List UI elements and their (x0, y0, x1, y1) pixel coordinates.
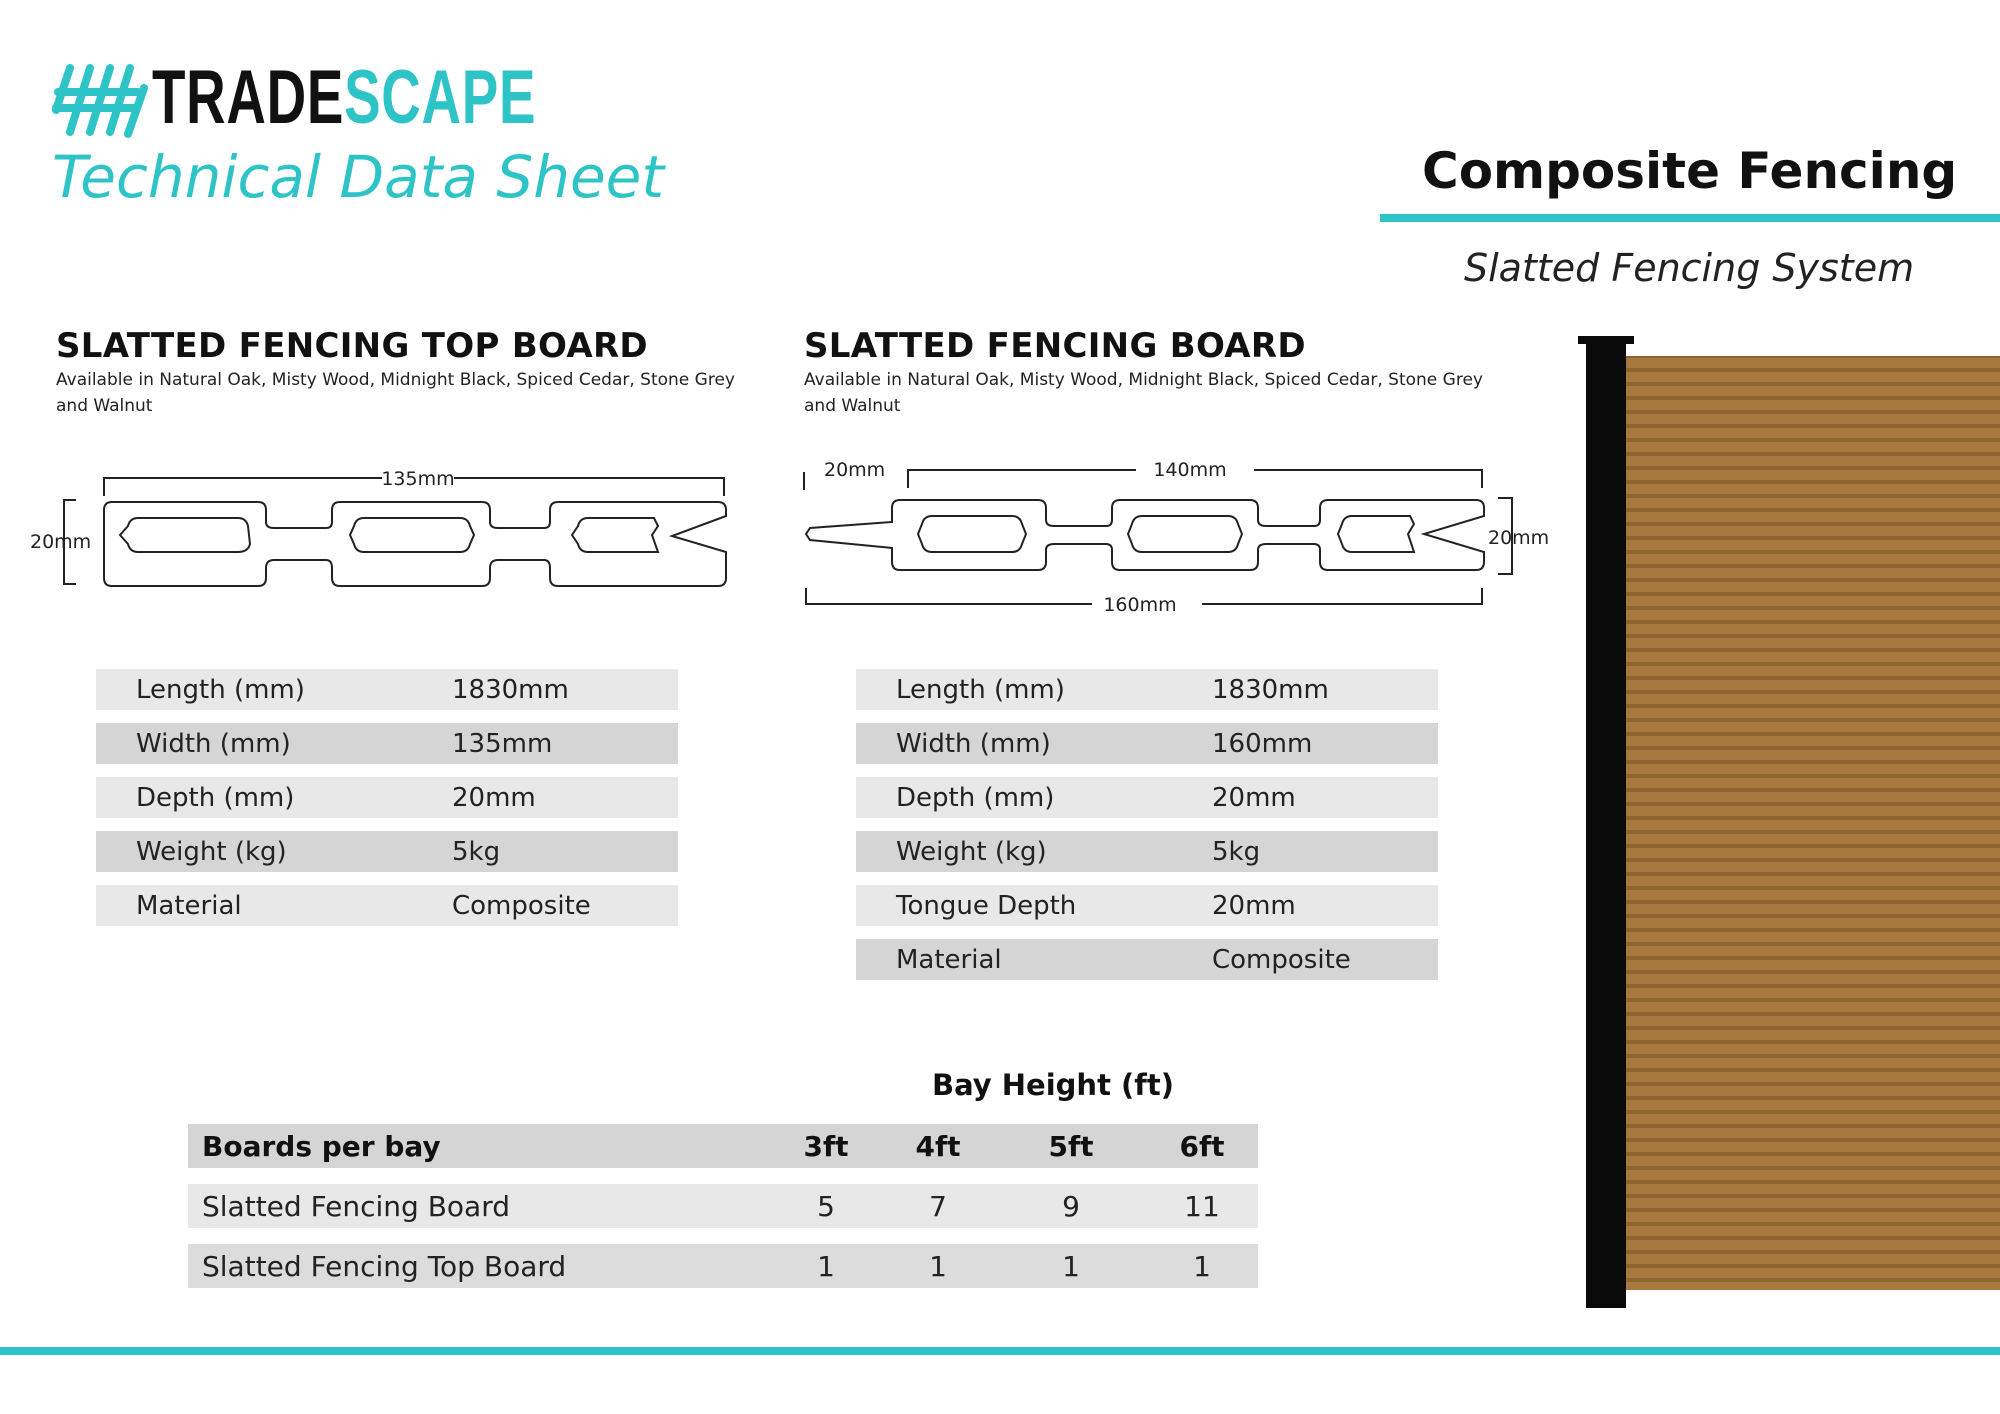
table-row (856, 939, 1438, 980)
board-spec-table (856, 656, 1438, 993)
brand-wordmark (152, 55, 537, 140)
bay-cell: 9 (996, 1184, 1146, 1228)
table-row (856, 669, 1438, 710)
spec-value: 1830mm (452, 669, 678, 710)
spec-value: Composite (1212, 939, 1438, 980)
spec-label: Depth (mm) (96, 777, 452, 818)
fence-post-cap (1578, 336, 1634, 344)
bay-col-header: 3ft (772, 1124, 880, 1168)
board-title: SLATTED FENCING BOARD (804, 326, 1306, 366)
top-board-depth-dim: 20mm (30, 531, 92, 553)
bay-cell: 1 (1146, 1244, 1258, 1288)
boards-per-bay-table (188, 1108, 1258, 1304)
spec-label: Weight (kg) (96, 831, 452, 872)
product-subtitle: Slatted Fencing System (1464, 246, 1915, 290)
board-description: Available in Natural Oak, Misty Wood, Midnight Black, Spiced Cedar, Stone Grey and Walnut (804, 370, 1483, 416)
bay-cell: 1 (772, 1244, 880, 1288)
spec-value: Composite (452, 885, 678, 926)
bay-row-name: Slatted Fencing Board (188, 1184, 772, 1228)
table-row (96, 777, 678, 818)
spec-label: Width (mm) (856, 723, 1212, 764)
spec-value: 160mm (1212, 723, 1438, 764)
top-board-title: SLATTED FENCING TOP BOARD (56, 326, 648, 366)
board-body-width-dim: 140mm (1153, 459, 1227, 481)
spec-value: 20mm (452, 777, 678, 818)
footer-rule (0, 1347, 2000, 1355)
bay-cell: 7 (880, 1184, 996, 1228)
bay-col-header: 4ft (880, 1124, 996, 1168)
table-row (856, 723, 1438, 764)
product-title: Composite Fencing (1422, 142, 1958, 200)
bay-cell: 5 (772, 1184, 880, 1228)
table-row (188, 1244, 1258, 1288)
table-row (188, 1184, 1258, 1228)
spec-label: Width (mm) (96, 723, 452, 764)
spec-label: Tongue Depth (856, 885, 1212, 926)
spec-value: 20mm (1212, 777, 1438, 818)
top-board-width-dim: 135mm (381, 468, 455, 490)
board-overall-width-dim: 160mm (1103, 594, 1177, 616)
bay-col-header: 6ft (1146, 1124, 1258, 1168)
spec-label: Length (mm) (96, 669, 452, 710)
table-row (96, 831, 678, 872)
board-profile-diagram (796, 448, 1566, 628)
top-board-spec-table (96, 656, 678, 939)
spec-label: Material (96, 885, 452, 926)
fence-boards (1622, 356, 2000, 1290)
top-board-profile-diagram (26, 460, 746, 600)
fence-post (1586, 340, 1626, 1308)
board-tongue-dim: 20mm (824, 459, 886, 481)
fence-illustration (1570, 330, 2000, 1314)
top-board-description: Available in Natural Oak, Misty Wood, Midnight Black, Spiced Cedar, Stone Grey and Walnut (56, 370, 735, 416)
bay-row-header: Boards per bay (188, 1124, 772, 1168)
sheet-title: Technical Data Sheet (52, 143, 665, 211)
spec-value: 5kg (452, 831, 678, 872)
bay-row-name: Slatted Fencing Top Board (188, 1244, 772, 1288)
bay-cell: 1 (880, 1244, 996, 1288)
title-underline (1380, 214, 2000, 222)
table-row (856, 885, 1438, 926)
tradescape-logo-icon (52, 62, 148, 142)
spec-value: 135mm (452, 723, 678, 764)
brand-name-part2: SCAPE (344, 55, 537, 140)
bay-height-header: Bay Height (ft) (932, 1068, 1175, 1102)
bay-table-header-row (188, 1124, 1258, 1168)
spec-label: Length (mm) (856, 669, 1212, 710)
spec-label: Weight (kg) (856, 831, 1212, 872)
table-row (856, 831, 1438, 872)
table-row (96, 723, 678, 764)
table-row (96, 669, 678, 710)
spec-value: 5kg (1212, 831, 1438, 872)
spec-label: Material (856, 939, 1212, 980)
spec-value: 20mm (1212, 885, 1438, 926)
table-row (96, 885, 678, 926)
bay-cell: 1 (996, 1244, 1146, 1288)
bay-col-header: 5ft (996, 1124, 1146, 1168)
bay-cell: 11 (1146, 1184, 1258, 1228)
board-depth-dim: 20mm (1488, 527, 1550, 549)
spec-label: Depth (mm) (856, 777, 1212, 818)
table-row (856, 777, 1438, 818)
spec-value: 1830mm (1212, 669, 1438, 710)
brand-name-part1: TRADE (152, 55, 345, 140)
